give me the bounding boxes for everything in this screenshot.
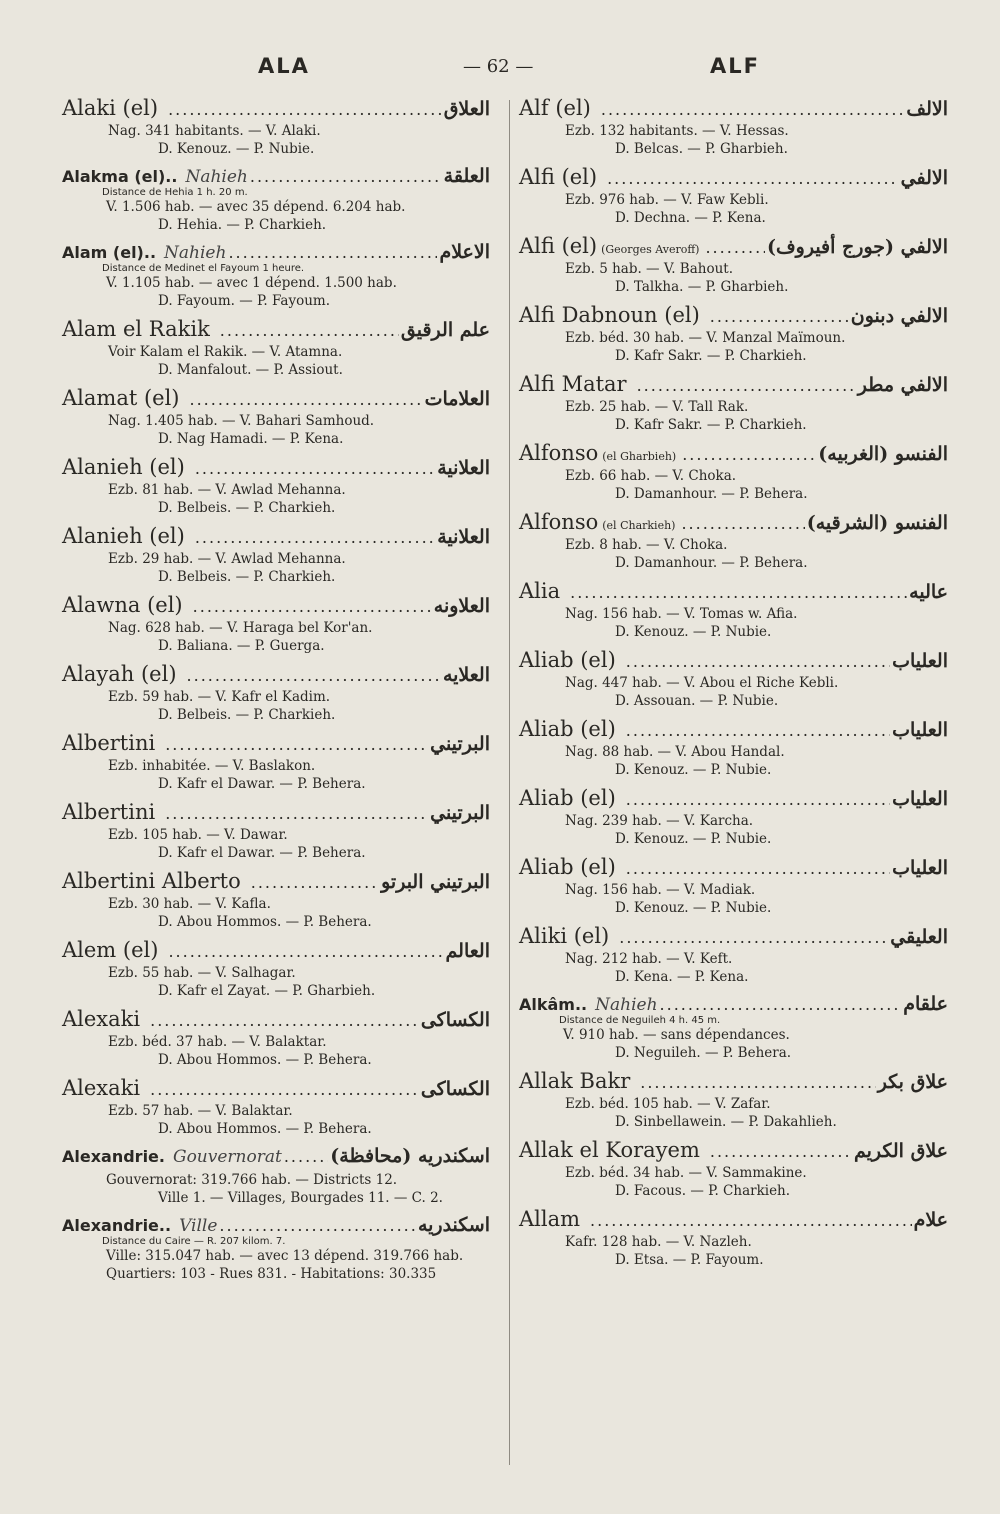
entry-heading (62, 938, 490, 964)
leader-dots (660, 995, 902, 1014)
entry-name: Alfonso (519, 441, 599, 465)
leader-dots (168, 942, 443, 961)
entry-location-line: D. Kenouz. — P. Nubie. (615, 831, 772, 847)
entry-detail-line: Nag. 156 hab. — V. Tomas w. Afia. (565, 606, 798, 622)
gazetteer-entry (62, 662, 490, 724)
leader-dots (590, 1211, 912, 1230)
gazetteer-entry (519, 1069, 948, 1131)
entry-name: Alakma (el).. (62, 167, 178, 186)
gazetteer-entry (519, 1207, 948, 1269)
entry-detail-line: Nag. 156 hab. — V. Madiak. (565, 882, 756, 898)
entry-name: Alexandrie.. (62, 1216, 172, 1235)
entry-heading (519, 717, 948, 743)
entry-qualifier: (Georges Averoff) (601, 243, 700, 256)
entry-heading (62, 524, 490, 550)
entry-location-line: D. Fayoum. — P. Fayoum. (158, 293, 331, 309)
entry-name: Alfonso (519, 510, 599, 534)
arabic-name: عاليه (909, 581, 948, 603)
entry-name: Alam (el).. (62, 243, 157, 262)
gazetteer-entry (62, 317, 490, 379)
entry-location-line: D. Kafr el Dawar. — P. Behera. (158, 845, 366, 861)
entry-detail-line: V. 1.506 hab. — avec 35 dépend. 6.204 hab. (106, 199, 406, 215)
entry-name: Allam (519, 1207, 581, 1231)
entry-heading (62, 800, 490, 826)
arabic-name: العالم (445, 940, 490, 962)
entry-heading (519, 855, 948, 881)
entry-name: Alexaki (62, 1076, 141, 1100)
entry-detail-line: Ezb. 30 hab. — V. Kafla. (108, 896, 271, 912)
arabic-name: الالفي مطر (857, 374, 948, 396)
gazetteer-entry (519, 303, 948, 365)
gazetteer-entry (62, 1145, 490, 1207)
arabic-name: الفنسو (الغربيه) (818, 443, 948, 465)
entry-detail-line: Ezb. 105 hab. — V. Dawar. (108, 827, 288, 843)
arabic-name: الالف (906, 98, 948, 120)
leader-dots (626, 652, 890, 671)
leader-dots (195, 459, 435, 478)
entry-name: Aliki (el) (519, 924, 610, 948)
leader-dots (619, 928, 888, 947)
entry-heading (62, 593, 490, 619)
page-header (0, 54, 1000, 88)
entry-location-line: D. Manfalout. — P. Assiout. (158, 362, 343, 378)
entry-location-line: D. Facous. — P. Charkieh. (615, 1183, 791, 1199)
gazetteer-entry (519, 234, 948, 296)
gazetteer-entry (519, 372, 948, 434)
entry-name: Alexandrie. (62, 1147, 165, 1166)
arabic-name: الفنسو (الشرقيه) (806, 512, 948, 534)
entry-name: Alexaki (62, 1007, 141, 1031)
arabic-name: الكساكى (420, 1078, 490, 1100)
entry-location-line: D. Belcas. — P. Gharbieh. (615, 141, 788, 157)
arabic-name: العلانية (437, 457, 490, 479)
entry-detail-line: Ezb. béd. 30 hab. — V. Manzal Maïmoun. (565, 330, 846, 346)
entry-location-line: Ville 1. — Villages, Bourgades 11. — C. 2. (158, 1190, 443, 1206)
arabic-name: علقام (903, 993, 948, 1015)
entry-location-line: D. Dechna. — P. Kena. (615, 210, 766, 226)
gazetteer-entry (519, 717, 948, 779)
distance-note: Distance de Hehia 1 h. 20 m. (102, 187, 248, 198)
gazetteer-entry (62, 1076, 490, 1138)
entry-detail-line: V. 910 hab. — sans dépendances. (563, 1027, 790, 1043)
entry-detail-line: Nag. 239 hab. — V. Karcha. (565, 813, 754, 829)
entry-detail-line: Ezb. 59 hab. — V. Kafr el Kadim. (108, 689, 331, 705)
entry-name: Albertini (62, 800, 156, 824)
entry-heading (519, 924, 948, 950)
entry-detail-line: V. 1.105 hab. — avec 1 dépend. 1.500 hab. (106, 275, 397, 291)
arabic-name: الاعلام (439, 241, 490, 263)
entry-location-line: D. Kenouz. — P. Nubie. (615, 762, 772, 778)
entry-heading (519, 165, 948, 191)
gazetteer-entry (519, 96, 948, 158)
entry-name: Aliab (el) (519, 717, 616, 741)
gazetteer-entry (62, 165, 490, 234)
gazetteer-entry (519, 165, 948, 227)
entry-name: Alfi (el) (519, 165, 598, 189)
gazetteer-entry (62, 524, 490, 586)
entry-qualifier: (el Charkieh) (602, 519, 676, 532)
running-head-right: ALF (710, 54, 760, 78)
arabic-name: الالفي (900, 167, 948, 189)
arabic-name: البرتيني البرتو (381, 871, 490, 893)
entry-name: Allak Bakr (519, 1069, 631, 1093)
leader-dots (640, 1073, 875, 1092)
entry-name: Alf (el) (519, 96, 591, 120)
entry-name: Alaki (el) (62, 96, 159, 120)
entry-location-line: D. Kenouz. — P. Nubie. (158, 141, 315, 157)
entry-name: Aliab (el) (519, 855, 616, 879)
entry-detail-line: Nag. 341 habitants. — V. Alaki. (108, 123, 321, 139)
leader-dots (710, 1142, 852, 1161)
leader-dots (601, 100, 905, 119)
entry-name: Alem (el) (62, 938, 159, 962)
leader-dots (168, 100, 442, 119)
entry-location-line: D. Kenouz. — P. Nubie. (615, 900, 772, 916)
gazetteer-entry (62, 241, 490, 310)
leader-dots (637, 376, 856, 395)
leader-dots (220, 321, 399, 340)
entry-detail-line: Ezb. 29 hab. — V. Awlad Mehanna. (108, 551, 346, 567)
entry-location-line: D. Sinbellawein. — P. Dakahlieh. (615, 1114, 837, 1130)
gazetteer-entry (62, 593, 490, 655)
entry-heading (519, 372, 948, 398)
entry-type: Ville (179, 1216, 218, 1236)
entry-detail-line: Nag. 88 hab. — V. Abou Handal. (565, 744, 785, 760)
arabic-name: العلياب (892, 857, 948, 879)
arabic-name: البرتيني (430, 733, 490, 755)
entry-heading (62, 731, 490, 757)
entry-type: Nahieh (185, 167, 248, 187)
entry-type: Nahieh (595, 995, 658, 1015)
gazetteer-entry (519, 1138, 948, 1200)
gazetteer-entry (519, 786, 948, 848)
gazetteer-entry (62, 938, 490, 1000)
entry-location-line: D. Damanhour. — P. Behera. (615, 555, 808, 571)
entry-name: Alam el Rakik (62, 317, 210, 341)
leader-dots (710, 307, 849, 326)
distance-note: Distance de Neguileh 4 h. 45 m. (559, 1015, 721, 1026)
entry-heading (62, 869, 490, 895)
leader-dots (284, 1147, 328, 1166)
arabic-name: الالفي (جورج أفيروف) (766, 236, 948, 258)
entry-location-line: D. Baliana. — P. Guerga. (158, 638, 325, 654)
entry-heading (62, 96, 490, 122)
entry-heading (519, 1207, 948, 1233)
gazetteer-entry (519, 648, 948, 710)
entry-qualifier: (el Gharbieh) (602, 450, 677, 463)
entry-detail-line: Ezb. 5 hab. — V. Bahout. (565, 261, 734, 277)
entry-location-line: D. Damanhour. — P. Behera. (615, 486, 808, 502)
gazetteer-entry (62, 1214, 490, 1283)
entry-name: Alanieh (el) (62, 455, 185, 479)
arabic-name: العلقة (443, 165, 490, 187)
entry-detail-line: Nag. 212 hab. — V. Keft. (565, 951, 733, 967)
entry-name: Alkâm.. (519, 995, 588, 1014)
entry-heading (519, 96, 948, 122)
entry-detail-line: Ezb. inhabitée. — V. Baslakon. (108, 758, 316, 774)
entry-detail-line: Nag. 628 hab. — V. Haraga bel Kor'an. (108, 620, 373, 636)
entry-location-line: D. Kafr Sakr. — P. Charkieh. (615, 417, 807, 433)
arabic-name: العلاونه (433, 595, 490, 617)
entry-location-line: D. Kena. — P. Kena. (615, 969, 749, 985)
entry-detail-line: Ezb. béd. 37 hab. — V. Balaktar. (108, 1034, 327, 1050)
leader-dots (150, 1080, 419, 1099)
arabic-name: العلامات (424, 388, 490, 410)
leader-dots (607, 169, 899, 188)
entry-detail-line: Ezb. béd. 105 hab. — V. Zafar. (565, 1096, 771, 1112)
entry-heading (62, 1007, 490, 1033)
arabic-name: العلاق (443, 98, 490, 120)
entry-name: Albertini (62, 731, 156, 755)
leader-dots (705, 238, 765, 257)
entry-name: Alfi (el) (519, 234, 598, 258)
entry-type: Nahieh (164, 243, 227, 263)
entry-location-line: D. Neguileh. — P. Behera. (615, 1045, 792, 1061)
entry-heading (62, 455, 490, 481)
gazetteer-entry (519, 441, 948, 503)
leader-dots (251, 873, 379, 892)
entry-location-line: D. Hehia. — P. Charkieh. (158, 217, 327, 233)
gazetteer-entry (519, 993, 948, 1062)
leader-dots (219, 1216, 416, 1235)
entry-name: Alfi Matar (519, 372, 627, 396)
leader-dots (626, 790, 890, 809)
entry-location-line: D. Abou Hommos. — P. Behera. (158, 1052, 372, 1068)
arabic-name: اسكندريه (محافظة) (330, 1145, 490, 1167)
left-column (62, 96, 490, 1290)
leader-dots (150, 1011, 419, 1030)
gazetteer-entry (62, 1007, 490, 1069)
entry-location-line: D. Abou Hommos. — P. Behera. (158, 914, 372, 930)
entry-heading (62, 1076, 490, 1102)
leader-dots (195, 528, 435, 547)
gazetteer-entry (62, 800, 490, 862)
arabic-name: اسكندريه (417, 1214, 490, 1236)
leader-dots (228, 243, 437, 262)
distance-note: Distance de Medinet el Fayoum 1 heure. (102, 263, 305, 274)
entry-detail-line: Ezb. 132 habitants. — V. Hessas. (565, 123, 789, 139)
arabic-name: العلانية (437, 526, 490, 548)
entry-location-line: D. Belbeis. — P. Charkieh. (158, 707, 336, 723)
entry-detail-line: Ezb. béd. 34 hab. — V. Sammakine. (565, 1165, 807, 1181)
entry-name: Allak el Korayem (519, 1138, 700, 1162)
entry-heading (519, 303, 948, 329)
entry-heading (519, 579, 948, 605)
entry-heading (519, 510, 948, 536)
entry-name: Albertini Alberto (62, 869, 241, 893)
entry-location-line: D. Assouan. — P. Nubie. (615, 693, 779, 709)
arabic-name: العليقي (890, 926, 948, 948)
leader-dots (189, 390, 422, 409)
entry-detail-line: Ezb. 81 hab. — V. Awlad Mehanna. (108, 482, 346, 498)
arabic-name: العلايه (442, 664, 490, 686)
leader-dots (250, 167, 442, 186)
entry-type: Gouvernorat (172, 1147, 282, 1167)
leader-dots (165, 804, 428, 823)
gazetteer-entry (62, 455, 490, 517)
entry-name: Alamat (el) (62, 386, 180, 410)
entry-detail-line: Ezb. 55 hab. — V. Salhagar. (108, 965, 296, 981)
entry-name: Alayah (el) (62, 662, 177, 686)
leader-dots (682, 445, 816, 464)
running-head-left: ALA (258, 54, 310, 78)
leader-dots (187, 666, 441, 685)
entry-detail-line: Nag. 447 hab. — V. Abou el Riche Kebli. (565, 675, 839, 691)
entry-heading (519, 648, 948, 674)
gazetteer-entry (62, 869, 490, 931)
arabic-name: البرتيني (430, 802, 490, 824)
entry-name: Aliab (el) (519, 786, 616, 810)
arabic-name: علام (913, 1209, 948, 1231)
entry-heading (62, 386, 490, 412)
gazetteer-entry (519, 924, 948, 986)
entry-location-line: D. Kafr el Zayat. — P. Gharbieh. (158, 983, 376, 999)
entry-detail-line: Gouvernorat: 319.766 hab. — Districts 12. (106, 1172, 398, 1188)
arabic-name: علم الرقيق (400, 319, 490, 341)
gazetteer-entry (62, 731, 490, 793)
distance-note: Distance du Caire — R. 207 kilom. 7. (102, 1236, 286, 1247)
gazetteer-entry (62, 386, 490, 448)
entry-location-line: Quartiers: 103 - Rues 831. - Habitations: 30.335 (106, 1266, 437, 1282)
gazetteer-entry (519, 510, 948, 572)
leader-dots (681, 514, 804, 533)
entry-location-line: D. Belbeis. — P. Charkieh. (158, 500, 336, 516)
entry-location-line: D. Talkha. — P. Gharbieh. (615, 279, 789, 295)
entry-detail-line: Nag. 1.405 hab. — V. Bahari Samhoud. (108, 413, 375, 429)
entry-detail-line: Ezb. 8 hab. — V. Choka. (565, 537, 728, 553)
entry-heading (519, 786, 948, 812)
leader-dots (193, 597, 432, 616)
arabic-name: الالفي دبنون (850, 305, 948, 327)
leader-dots (626, 859, 890, 878)
entry-name: Alia (519, 579, 561, 603)
entry-location-line: D. Etsa. — P. Fayoum. (615, 1252, 764, 1268)
entry-heading (62, 662, 490, 688)
gazetteer-entry (519, 579, 948, 641)
entry-detail-line: Ezb. 976 hab. — V. Faw Kebli. (565, 192, 769, 208)
arabic-name: العلياب (892, 719, 948, 741)
entry-location-line: D. Nag Hamadi. — P. Kena. (158, 431, 344, 447)
entry-detail-line: Ezb. 25 hab. — V. Tall Rak. (565, 399, 749, 415)
entry-heading (519, 441, 948, 467)
leader-dots (626, 721, 890, 740)
gazetteer-entry (519, 855, 948, 917)
arabic-name: العلياب (892, 788, 948, 810)
entry-location-line: D. Belbeis. — P. Charkieh. (158, 569, 336, 585)
entry-detail-line: Ezb. 57 hab. — V. Balaktar. (108, 1103, 293, 1119)
leader-dots (570, 583, 907, 602)
gazetteer-entry (62, 96, 490, 158)
entry-heading (519, 1138, 948, 1164)
entry-name: Alfi Dabnoun (el) (519, 303, 700, 327)
entry-location-line: D. Kenouz. — P. Nubie. (615, 624, 772, 640)
entry-heading (519, 234, 948, 260)
entry-detail-line: Voir Kalam el Rakik. — V. Atamna. (108, 344, 343, 360)
entry-name: Alanieh (el) (62, 524, 185, 548)
entry-detail-line: Ezb. 66 hab. — V. Choka. (565, 468, 737, 484)
arabic-name: علاق الكريم (853, 1140, 948, 1162)
entry-name: Aliab (el) (519, 648, 616, 672)
arabic-name: الكساكى (420, 1009, 490, 1031)
entry-detail-line: Kafr. 128 hab. — V. Nazleh. (565, 1234, 752, 1250)
entry-location-line: D. Kafr el Dawar. — P. Behera. (158, 776, 366, 792)
arabic-name: العلياب (892, 650, 948, 672)
entry-location-line: D. Abou Hommos. — P. Behera. (158, 1121, 372, 1137)
arabic-name: علاق بكر (877, 1071, 948, 1093)
entry-heading (62, 317, 490, 343)
entry-detail-line: Ville: 315.047 hab. — avec 13 dépend. 319.766 hab. (106, 1248, 464, 1264)
entry-location-line: D. Kafr Sakr. — P. Charkieh. (615, 348, 807, 364)
leader-dots (165, 735, 428, 754)
entry-heading (62, 1145, 490, 1171)
entry-name: Alawna (el) (62, 593, 183, 617)
right-column (519, 96, 948, 1276)
page-number: — 62 — (463, 56, 534, 77)
column-divider (509, 100, 510, 1465)
entry-heading (519, 1069, 948, 1095)
